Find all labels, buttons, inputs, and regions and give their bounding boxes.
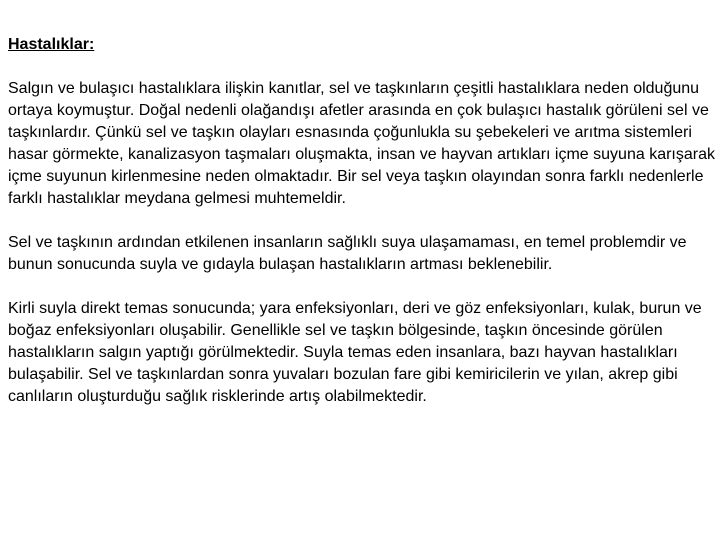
document-body: [8, 34, 716, 430]
paragraph-clean-water-access: Sel ve taşkının ardından etkilenen insanların sağlıklı suya ulaşamaması, en temel problemdir ve bunun sonucunda suyla ve gıdayla bulaşan hastalıkların artması beklenebilir.: [8, 234, 687, 273]
section-heading: Hastalıklar:: [8, 36, 95, 53]
paragraph-disease-evidence: Salgın ve bulaşıcı hastalıklara ilişkin kanıtlar, sel ve taşkınların çeşitli hastalıklara neden olduğunu ortaya koymuştur. Doğal nedenli olağandışı afetler arasında en çok bulaşıcı hastalık görüleni sel ve taşkınlardır. Çünkü sel ve taşkın olayları esnasında çoğunlukla su şebekeleri ve arıtma sistemleri hasar görmekte, kanalizasyon taşmaları oluşmakta, insan ve hayvan artıkları içme suyuna karışarak içme suyunun kirlenmesine neden olmaktadır. Bir sel veya taşkın olayından sonra farklı nedenlerle farklı hastalıklar meydana gelmesi muhtemeldir.: [8, 80, 715, 207]
paragraph-contact-infections: Kirli suyla direkt temas sonucunda; yara enfeksiyonları, deri ve göz enfeksiyonları, kulak, burun ve boğaz enfeksiyonları oluşabilir. Genellikle sel ve taşkın bölgesinde, taşkın öncesinde görülen hastalıkların salgın yaptığı görülmektedir. Suyla temas eden insanlara, bazı hayvan hastalıkları bulaşabilir. Sel ve taşkınlardan sonra yuvaları bozulan fare gibi kemiricilerin ve yılan, akrep gibi canlıların oluşturduğu sağlık risklerinde artış olabilmektedir.: [8, 300, 702, 405]
